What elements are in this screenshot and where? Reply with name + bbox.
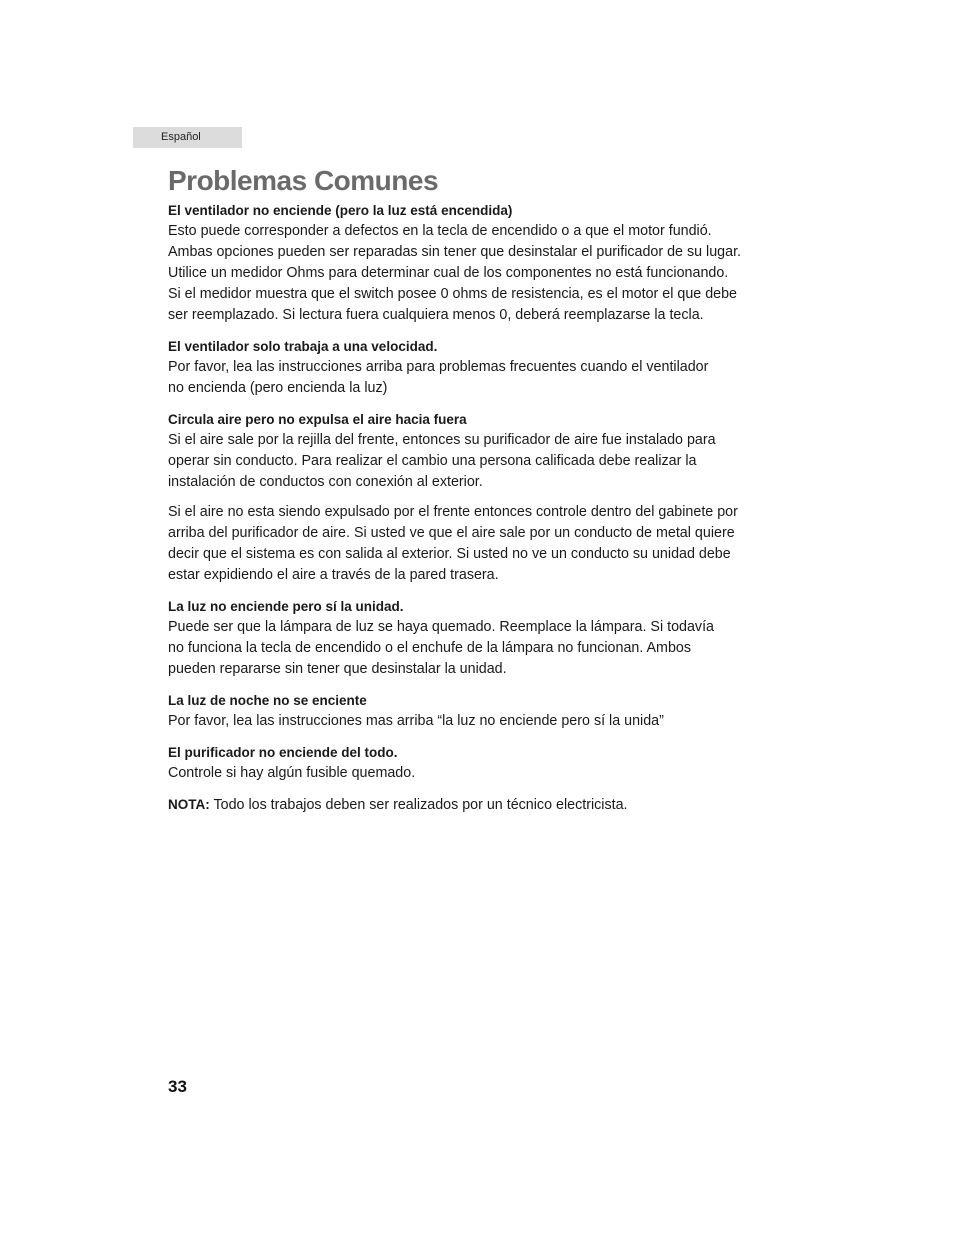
section-heading: La luz no enciende pero sí la unidad. (168, 599, 404, 614)
note-text: Todo los trabajos deben ser realizados por un técnico electricista. (209, 797, 628, 813)
section-paragraph (168, 221, 793, 326)
section-heading: La luz de noche no se enciente (168, 693, 367, 708)
text-line: pueden repararse sin tener que desinstalar la unidad. (168, 661, 507, 677)
text-line: no encienda (pero encienda la luz) (168, 380, 388, 396)
text-line: decir que el sistema es con salida al exterior. Si usted no ve un conducto su unidad debe (168, 546, 731, 562)
text-line: Esto puede corresponder a defectos en la tecla de encendido o a que el motor fundió. (168, 223, 712, 239)
text-line: Utilice un medidor Ohms para determinar cual de los componentes no está funcionando. (168, 265, 729, 281)
text-line: Si el aire sale por la rejilla del frente, entonces su purificador de aire fue instalado para (168, 432, 716, 448)
text-line: instalación de conductos con conexión al exterior. (168, 474, 483, 490)
section (168, 409, 793, 586)
text-line: Si el aire no esta siendo expulsado por el frente entonces controle dentro del gabinete por (168, 504, 738, 520)
section-paragraph (168, 430, 793, 493)
section-paragraph (168, 357, 793, 399)
section-paragraph (168, 711, 793, 732)
text-line: ser reemplazado. Si lectura fuera cualquiera menos 0, deberá reemplazarse la tecla. (168, 307, 704, 323)
text-line: operar sin conducto. Para realizar el cambio una persona calificada debe realizar la (168, 453, 697, 469)
section (168, 596, 793, 680)
text-line: Controle si hay algún fusible quemado. (168, 765, 416, 781)
section-heading: El ventilador no enciende (pero la luz está encendida) (168, 203, 513, 218)
section-paragraph (168, 502, 793, 586)
section-heading: El ventilador solo trabaja a una velocidad. (168, 339, 438, 354)
page-title: Problemas Comunes (168, 165, 439, 196)
section (168, 336, 793, 399)
text-line: Por favor, lea las instrucciones arriba para problemas frecuentes cuando el ventilador (168, 359, 709, 375)
text-line: Puede ser que la lámpara de luz se haya quemado. Reemplace la lámpara. Si todavía (168, 619, 714, 635)
note (168, 794, 793, 816)
section (168, 742, 793, 784)
language-tab (133, 127, 242, 148)
text-line: estar expidiendo el aire a través de la pared trasera. (168, 567, 499, 583)
section (168, 690, 793, 732)
section-heading: Circula aire pero no expulsa el aire hacia fuera (168, 412, 467, 427)
section-heading: El purificador no enciende del todo. (168, 745, 398, 760)
text-line: Si el medidor muestra que el switch posee 0 ohms de resistencia, es el motor el que debe (168, 286, 737, 302)
text-line: Por favor, lea las instrucciones mas arriba “la luz no enciende pero sí la unida” (168, 713, 664, 729)
section-paragraph (168, 617, 793, 680)
note-label: NOTA: (168, 797, 210, 812)
main-content (168, 162, 793, 816)
page-number: 33 (168, 1077, 187, 1096)
text-line: arriba del purificador de aire. Si usted ve que el aire sale por un conducto de metal quiere (168, 525, 735, 541)
language-tab-label: Español (161, 131, 201, 143)
text-line: no funciona la tecla de encendido o el enchufe de la lámpara no funcionan. Ambos (168, 640, 692, 656)
section-paragraph (168, 763, 793, 784)
sections-container (168, 200, 793, 784)
text-line: Ambas opciones pueden ser reparadas sin tener que desinstalar el purificador de su lugar. (168, 244, 742, 260)
section (168, 200, 793, 326)
